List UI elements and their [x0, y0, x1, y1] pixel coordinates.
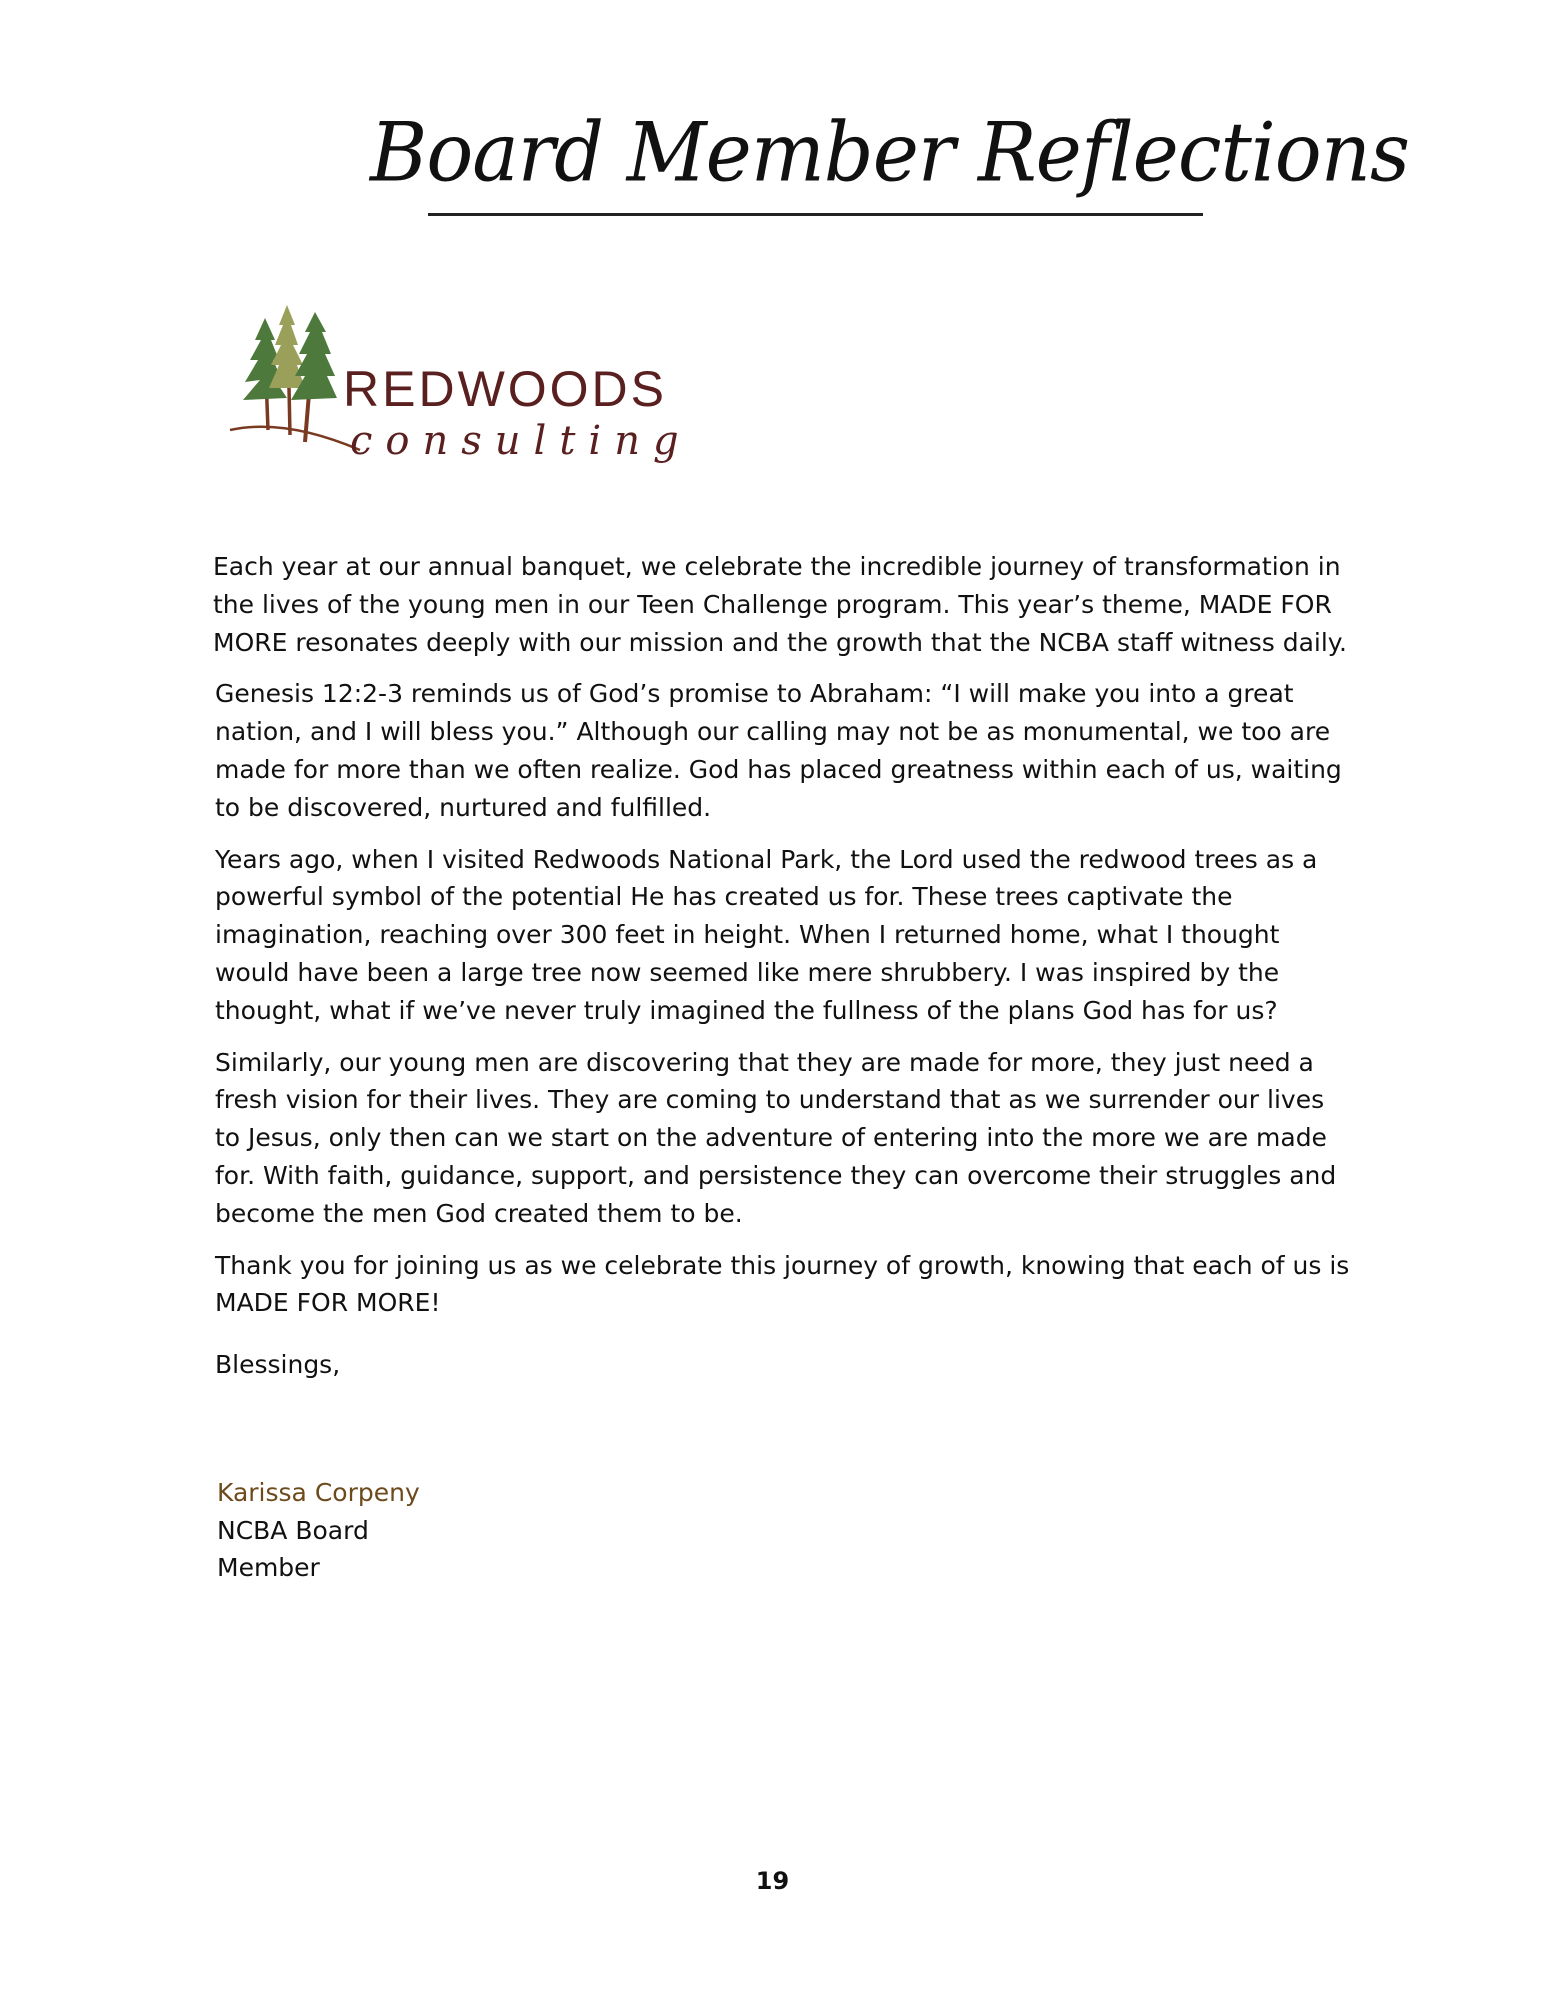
letter-paragraph: Genesis 12:2-3 reminds us of God’s promise to Abraham: “I will make you into a great nation, and I will bless you.” Although our calling may not be as monumental, we too are made for more than we often realize. God has placed greatness within each of us, waiting to be discovered, nurtured and fulfilled. — [215, 679, 1342, 822]
page-title-block — [360, 100, 1410, 240]
logo-subtitle: consulting — [350, 418, 692, 464]
signature-name: Karissa Corpeny — [217, 1478, 420, 1507]
letter-paragraph: Thank you for joining us as we celebrate this journey of growth, knowing that each of us is MADE FOR MORE! — [215, 1250, 1350, 1318]
signature-title-continued: Member — [217, 1553, 320, 1582]
letter-paragraph: Years ago, when I visited Redwoods National Park, the Lord used the redwood trees as a powerful symbol of the potential He has created us for. These trees captivate the imagination, reaching over 300 feet in height. When I returned home, what I thought would have been a large tree now seemed like mere shrubbery. I was inspired by the thought, what if we’ve never truly imagined the fullness of the plans God has for us? — [215, 844, 1318, 1025]
logo-name: REDWOODS — [343, 361, 667, 417]
signature-block — [217, 1474, 420, 1587]
letter-closing: Blessings, — [215, 1350, 341, 1380]
redwoods-consulting-logo — [225, 300, 692, 480]
letter-paragraph: Each year at our annual banquet, we celebrate the incredible journey of transformation in the lives of the young men in our Teen Challenge program. This year’s theme, MADE FOR MORE resonates deeply with our mission and the growth that the NCBA staff witness daily. — [213, 552, 1347, 657]
title-underline — [428, 213, 1203, 216]
page-title: Board Member Reflections — [370, 105, 1410, 201]
page-number: 19 — [755, 1867, 790, 1895]
letter-body — [215, 548, 1355, 1398]
signature-title: NCBA Board — [217, 1515, 369, 1545]
letter-paragraph: Similarly, our young men are discovering that they are made for more, they just need a fresh vision for their lives. They are coming to understand that as we surrender our lives to Jesus, only then can we start on the adventure of entering into the more we are made for. With faith, guidance, support, and persistence they can overcome their struggles and become the men God created them to be. — [215, 1047, 1337, 1228]
